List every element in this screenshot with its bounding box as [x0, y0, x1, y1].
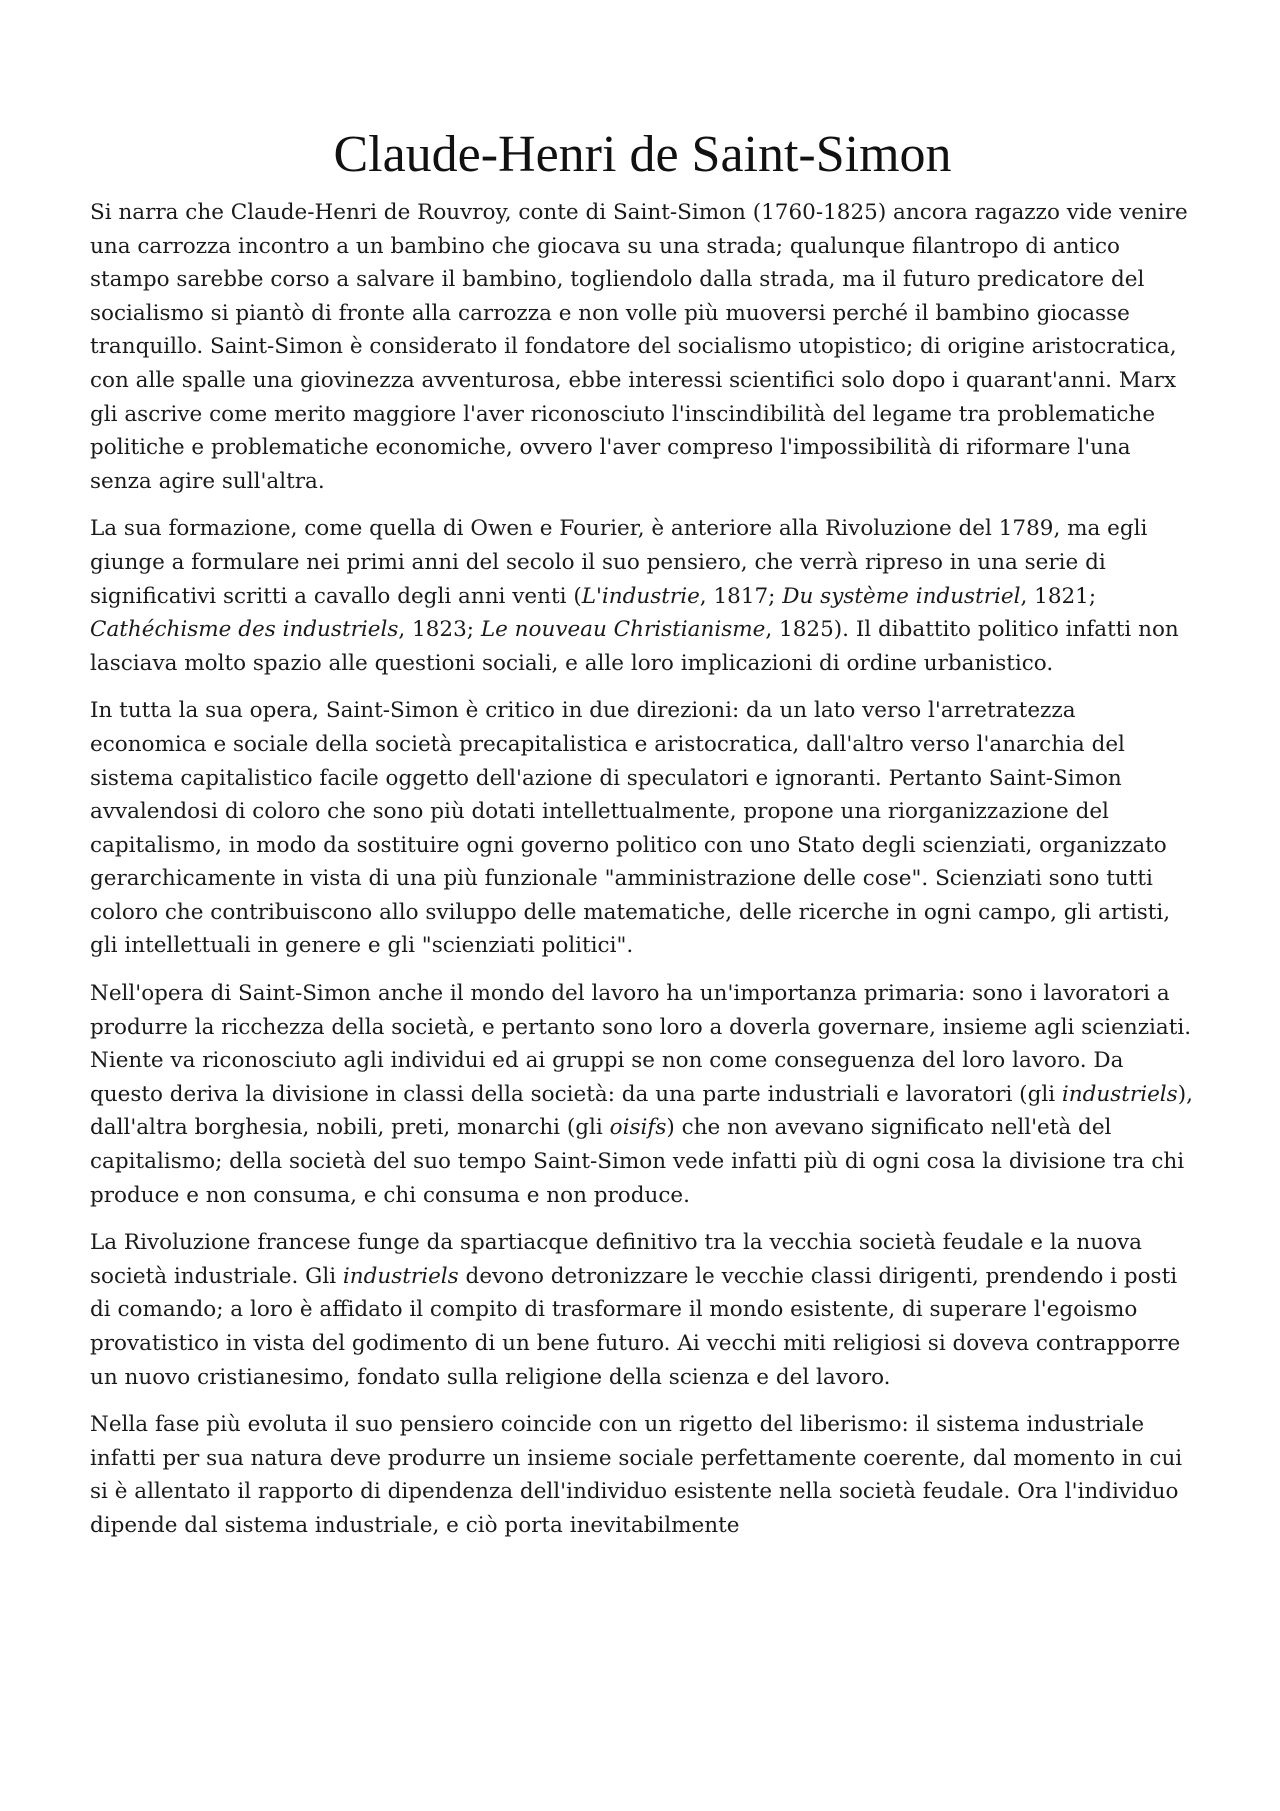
text-run: , 1821; — [1020, 583, 1097, 609]
text-run: devono detronizzare le vecchie classi dirigenti, prendendo i posti di comando; a loro è affidato il compito di trasformare il mondo esistente, di superare l'egoismo provatistico in vista del godimento di un bene futuro. Ai vecchi miti religiosi si doveva contrapporre un nuovo cristianesimo, fondato sulla religione della scienza e del lavoro. — [90, 1263, 1181, 1390]
book-title: Du système industriel — [782, 583, 1021, 609]
book-title: L'industrie — [581, 583, 700, 609]
paragraph-6: Nella fase più evoluta il suo pensiero coincide con un rigetto del liberismo: il sistema industriale infatti per sua natura deve produrre un insieme sociale perfettamente coerente, dal momento in cui si è allentato il rapporto di dipendenza dell'individuo esistente nella società feudale. Ora l'individuo dipende dal sistema industriale, e ciò porta inevitabilmente — [90, 1412, 1183, 1538]
text-run: ) che non avevano significato nell'età del capitalismo; della società del suo tempo Saint-Simon vede infatti più di ogni cosa la divisione tra chi produce e non consuma, e chi consuma e non produce. — [90, 1115, 1185, 1208]
text-run: La Rivoluzione francese funge da spartiacque definitivo tra la vecchia società feudale e la nuova società industriale. Gli — [90, 1230, 1142, 1289]
text-run: , 1825). Il dibattito politico infatti non lasciava molto spazio alle questioni sociali, e alle loro implicazioni di ordine urbanistico. — [90, 617, 1179, 676]
text-run: , 1823; — [398, 617, 481, 643]
italic-term: industriels — [1061, 1081, 1178, 1107]
italic-term: oisifs — [609, 1115, 667, 1141]
paragraph-2 — [90, 512, 1195, 680]
paragraph-3: In tutta la sua opera, Saint-Simon è critico in due direzioni: da un lato verso l'arretratezza economica e sociale della società precapitalistica e aristocratica, dall'altro verso l'anarchia del sistema capitalistico facile oggetto dell'azione di speculatori e ignoranti. Pertanto Saint-Simon avvalendosi di coloro che sono più dotati intellettualmente, propone una riorganizzazione del capitalismo, in modo da sostituire ogni governo politico con uno Stato degli scienziati, organizzato gerarchicamente in vista di una più funzionale "amministrazione delle cose". Scienziati sono tutti coloro che contribuiscono allo sviluppo delle matematiche, delle ricerche in ogni campo, gli artisti, gli intellettuali in genere e gli "scienziati politici". — [90, 698, 1171, 959]
text-run: , 1817; — [699, 583, 783, 609]
paragraph-4 — [90, 977, 1195, 1212]
book-title: Le nouveau Christianisme — [480, 617, 766, 643]
text-run: Nell'opera di Saint-Simon anche il mondo del lavoro ha un'importanza primaria: sono i lavoratori a produrre la ricchezza della società, e pertanto sono loro a doverla governare, insieme agli scienziati. Niente va riconosciuto agli individui ed ai gruppi se non come conseguenza del loro lavoro. Da questo deriva la divisione in classi della società: da una parte industriali e lavoratori (gli — [90, 981, 1192, 1107]
paragraph-1: Si narra che Claude-Henri de Rouvroy, conte di Saint-Simon (1760-1825) ancora ragazzo vide venire una carrozza incontro a un bambino che giocava su una strada; qualunque filantropo di antico stampo sarebbe corso a salvare il bambino, togliendolo dalla strada, ma il futuro predicatore del socialismo si piantò di fronte alla carrozza e non volle più muoversi perché il bambino giocasse tranquillo. Saint-Simon è considerato il fondatore del socialismo utopistico; di origine aristocratica, con alle spalle una giovinezza avventurosa, ebbe interessi scientifici solo dopo i quarant'anni. Marx gli ascrive come merito maggiore l'aver riconosciuto l'inscindibilità del legame tra problematiche politiche e problematiche economiche, ovvero l'aver compreso l'impossibilità di riformare l'una senza agire sull'altra. — [90, 200, 1188, 494]
document-page — [90, 122, 1195, 1557]
text-run: La sua formazione, come quella di Owen e Fourier, è anteriore alla Rivoluzione del 1789, ma egli giunge a formulare nei primi anni del secolo il suo pensiero, che verrà ripreso in una serie di significativi scritti a cavallo degli anni venti ( — [90, 516, 1148, 609]
page-title: Claude-Henri de Saint-Simon — [333, 126, 952, 183]
paragraph-5 — [90, 1226, 1195, 1394]
book-title: Cathéchisme des industriels — [90, 617, 399, 643]
italic-term: industriels — [342, 1263, 459, 1289]
text-run: ), dall'altra borghesia, nobili, preti, monarchi (gli — [90, 1081, 1193, 1141]
